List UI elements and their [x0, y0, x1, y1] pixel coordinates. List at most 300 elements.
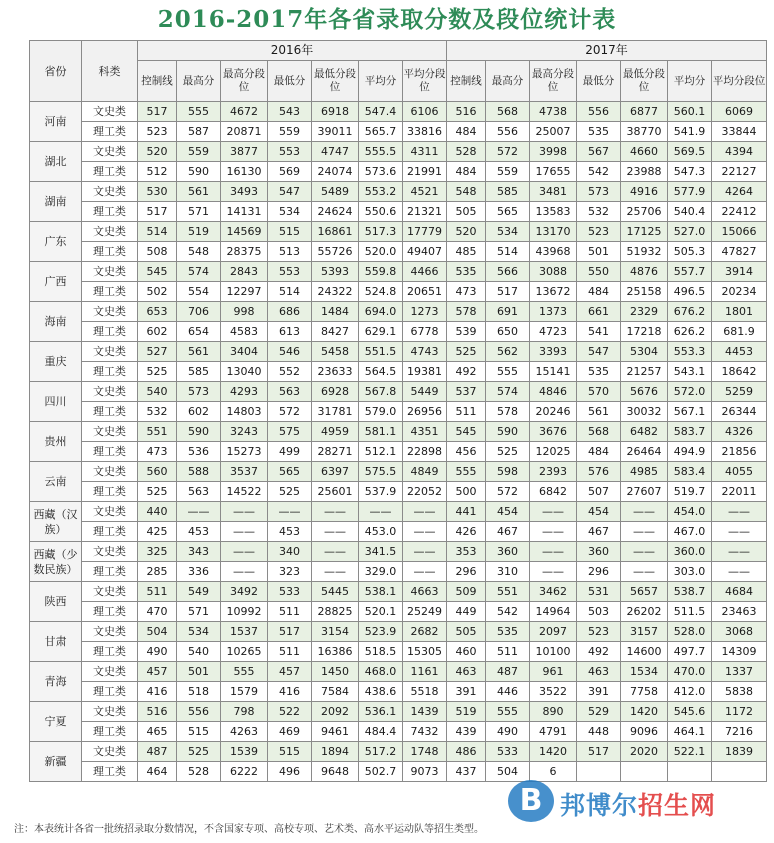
category-cell: 理工类	[82, 322, 138, 342]
table-cell: 555.5	[359, 142, 403, 162]
table-cell: 16386	[312, 642, 359, 662]
table-cell: 511	[268, 642, 312, 662]
table-row	[30, 242, 767, 262]
table-cell: 547	[577, 342, 621, 362]
table-cell	[668, 762, 712, 782]
table-cell: 27607	[621, 482, 668, 502]
table-cell: 654	[177, 322, 221, 342]
table-cell: 583.7	[668, 422, 712, 442]
table-cell: 47827	[712, 242, 767, 262]
table-cell: 517.2	[359, 742, 403, 762]
table-cell: 571	[177, 202, 221, 222]
table-cell: 17779	[403, 222, 447, 242]
table-cell: 5449	[403, 382, 447, 402]
table-cell: 1539	[221, 742, 268, 762]
table-cell: 454.0	[668, 502, 712, 522]
table-cell: 4394	[712, 142, 767, 162]
table-cell: 14803	[221, 402, 268, 422]
table-cell: 546	[268, 342, 312, 362]
table-cell: 25601	[312, 482, 359, 502]
table-cell: 602	[138, 322, 177, 342]
table-cell: 525	[138, 362, 177, 382]
table-cell: 22052	[403, 482, 447, 502]
table-cell: 467	[486, 522, 530, 542]
column-header: 最高分	[486, 61, 530, 102]
table-cell: 1337	[712, 662, 767, 682]
table-row	[30, 282, 767, 302]
column-header: 平均分	[359, 61, 403, 102]
table-cell: 588	[177, 462, 221, 482]
table-cell: 336	[177, 562, 221, 582]
table-cell: 6877	[621, 102, 668, 122]
table-cell: 3068	[712, 622, 767, 642]
table-cell: 517	[138, 102, 177, 122]
table-cell: 5259	[712, 382, 767, 402]
table-cell: 5304	[621, 342, 668, 362]
table-cell: 5518	[403, 682, 447, 702]
province-cell: 宁夏	[30, 702, 82, 742]
table-cell: 391	[447, 682, 486, 702]
table-cell: 590	[177, 422, 221, 442]
table-cell: 500	[447, 482, 486, 502]
table-cell: 561	[577, 402, 621, 422]
table-cell: 497.7	[668, 642, 712, 662]
table-cell: 490	[138, 642, 177, 662]
table-cell: 541.9	[668, 122, 712, 142]
table-cell: 16861	[312, 222, 359, 242]
table-row	[30, 702, 767, 722]
table-cell: 568	[486, 102, 530, 122]
table-cell: 5445	[312, 582, 359, 602]
province-cell: 西藏（少数民族）	[30, 542, 82, 582]
province-cell: 广西	[30, 262, 82, 302]
table-cell: 416	[268, 682, 312, 702]
table-cell: 555	[177, 102, 221, 122]
column-header: 控制线	[138, 61, 177, 102]
province-cell: 四川	[30, 382, 82, 422]
table-cell: 547.3	[668, 162, 712, 182]
table-cell: 416	[138, 682, 177, 702]
table-cell: 13170	[530, 222, 577, 242]
category-cell: 理工类	[82, 402, 138, 422]
table-cell: 13672	[530, 282, 577, 302]
category-cell: 理工类	[82, 202, 138, 222]
table-cell: 533	[268, 582, 312, 602]
province-cell: 河南	[30, 102, 82, 142]
table-cell: 449	[447, 602, 486, 622]
table-cell: 534	[177, 622, 221, 642]
table-cell: 1579	[221, 682, 268, 702]
table-cell: 4723	[530, 322, 577, 342]
table-cell: 553.3	[668, 342, 712, 362]
table-cell: 559	[268, 122, 312, 142]
table-cell: 28375	[221, 242, 268, 262]
table-cell: 438.6	[359, 682, 403, 702]
category-cell: 文史类	[82, 662, 138, 682]
table-cell: 51932	[621, 242, 668, 262]
table-cell: 25706	[621, 202, 668, 222]
table-cell: 3537	[221, 462, 268, 482]
table-cell: 565.7	[359, 122, 403, 142]
table-cell: 5458	[312, 342, 359, 362]
table-cell: 571	[177, 602, 221, 622]
table-cell: 49407	[403, 242, 447, 262]
table-cell: 3522	[530, 682, 577, 702]
table-cell: 3088	[530, 262, 577, 282]
table-cell: 5489	[312, 182, 359, 202]
table-row	[30, 482, 767, 502]
table-cell: 525	[268, 482, 312, 502]
table-cell: 590	[177, 162, 221, 182]
table-cell: 26464	[621, 442, 668, 462]
table-cell: ——	[312, 562, 359, 582]
table-cell: 4916	[621, 182, 668, 202]
table-cell: 519.7	[668, 482, 712, 502]
column-header: 最低分段位	[312, 61, 359, 102]
province-cell: 甘肃	[30, 622, 82, 662]
table-cell: 20651	[403, 282, 447, 302]
table-cell: 4293	[221, 382, 268, 402]
table-cell: 516	[138, 702, 177, 722]
table-cell: 1172	[712, 702, 767, 722]
table-cell: 454	[486, 502, 530, 522]
table-cell: 4985	[621, 462, 668, 482]
table-cell: 547	[268, 182, 312, 202]
table-cell: 14600	[621, 642, 668, 662]
footnote: 注：本表统计各省一批统招录取分数情况，不含国家专项、高校专项、艺术类、高水平运动队等招生类型。	[14, 824, 484, 835]
table-cell: 20871	[221, 122, 268, 142]
header-year-2017: 2017年	[447, 41, 767, 61]
table-cell: 537.9	[359, 482, 403, 502]
table-cell: 492	[447, 362, 486, 382]
table-cell: 1420	[621, 702, 668, 722]
table-cell: 10992	[221, 602, 268, 622]
table-cell	[621, 762, 668, 782]
table-cell: 502.7	[359, 762, 403, 782]
table-cell: 496	[268, 762, 312, 782]
table-cell: 587	[177, 122, 221, 142]
table-cell: 549	[177, 582, 221, 602]
table-cell: 412.0	[668, 682, 712, 702]
table-cell: 553	[268, 142, 312, 162]
watermark-text-a: 邦博尔	[560, 791, 639, 820]
table-cell: ——	[177, 502, 221, 522]
table-cell: 3493	[221, 182, 268, 202]
table-cell: ——	[712, 542, 767, 562]
category-cell: 理工类	[82, 682, 138, 702]
table-cell: 567.1	[668, 402, 712, 422]
table-cell	[712, 762, 767, 782]
table-cell: 536	[177, 442, 221, 462]
table-cell: 4876	[621, 262, 668, 282]
table-cell: ——	[359, 502, 403, 522]
table-cell: 1839	[712, 742, 767, 762]
table-cell: 473	[138, 442, 177, 462]
table-cell: 10265	[221, 642, 268, 662]
table-cell: 460	[447, 642, 486, 662]
table-cell: 33844	[712, 122, 767, 142]
table-cell: 6222	[221, 762, 268, 782]
table-cell: 529	[577, 702, 621, 722]
table-cell: 28271	[312, 442, 359, 462]
table-cell: 626.2	[668, 322, 712, 342]
table-cell: 568	[577, 422, 621, 442]
table-cell: ——	[268, 502, 312, 522]
table-cell: 1894	[312, 742, 359, 762]
category-cell: 文史类	[82, 222, 138, 242]
table-cell: 6106	[403, 102, 447, 122]
table-cell: 14964	[530, 602, 577, 622]
table-cell: 14309	[712, 642, 767, 662]
table-cell: 484	[577, 442, 621, 462]
table-cell: 9461	[312, 722, 359, 742]
category-cell: 理工类	[82, 642, 138, 662]
table-cell: 523	[577, 222, 621, 242]
table-row	[30, 342, 767, 362]
table-cell: 1748	[403, 742, 447, 762]
table-cell: 569.5	[668, 142, 712, 162]
table-row	[30, 182, 767, 202]
table-row	[30, 682, 767, 702]
category-cell: 文史类	[82, 702, 138, 722]
table-row	[30, 642, 767, 662]
watermark	[508, 780, 766, 822]
table-row	[30, 582, 767, 602]
table-cell: 534	[486, 222, 530, 242]
column-header: 最高分段位	[530, 61, 577, 102]
table-cell: 555	[486, 362, 530, 382]
category-cell: 理工类	[82, 522, 138, 542]
header-year-2016: 2016年	[138, 41, 447, 61]
table-cell: 998	[221, 302, 268, 322]
table-cell: 3998	[530, 142, 577, 162]
table-cell: 3676	[530, 422, 577, 442]
table-cell: 21856	[712, 442, 767, 462]
table-cell: 473	[447, 282, 486, 302]
table-cell: 519	[177, 222, 221, 242]
table-cell: 527.0	[668, 222, 712, 242]
table-cell: 19381	[403, 362, 447, 382]
category-cell: 文史类	[82, 102, 138, 122]
header-province: 省份	[30, 41, 82, 102]
table-cell: 528	[447, 142, 486, 162]
table-cell: ——	[403, 542, 447, 562]
table-cell: ——	[530, 522, 577, 542]
table-cell: 572.0	[668, 382, 712, 402]
table-row	[30, 122, 767, 142]
table-cell: 30032	[621, 402, 668, 422]
table-cell: 537	[447, 382, 486, 402]
table-cell: 487	[138, 742, 177, 762]
table-cell: 1439	[403, 702, 447, 722]
table-cell: 10100	[530, 642, 577, 662]
table-cell: 465	[138, 722, 177, 742]
table-cell: 503	[577, 602, 621, 622]
category-cell: 文史类	[82, 742, 138, 762]
table-cell: 565	[268, 462, 312, 482]
table-cell: 561	[177, 342, 221, 362]
table-cell: ——	[712, 522, 767, 542]
table-cell: 2393	[530, 462, 577, 482]
table-cell: 4660	[621, 142, 668, 162]
table-cell: 453.0	[359, 522, 403, 542]
table-cell: 572	[486, 482, 530, 502]
province-cell: 湖南	[30, 182, 82, 222]
category-cell: 文史类	[82, 462, 138, 482]
table-cell: 561	[177, 182, 221, 202]
category-cell: 文史类	[82, 422, 138, 442]
table-cell: 6069	[712, 102, 767, 122]
table-cell: 551	[486, 582, 530, 602]
table-cell: 570	[577, 382, 621, 402]
column-header: 控制线	[447, 61, 486, 102]
table-cell: 456	[447, 442, 486, 462]
table-cell: 1537	[221, 622, 268, 642]
table-cell: 573.6	[359, 162, 403, 182]
table-cell: 485	[447, 242, 486, 262]
table-row	[30, 162, 767, 182]
table-cell: 525	[486, 442, 530, 462]
table-cell: 514	[486, 242, 530, 262]
table-cell: 559.8	[359, 262, 403, 282]
table-row	[30, 202, 767, 222]
category-cell: 理工类	[82, 442, 138, 462]
table-cell: ——	[221, 522, 268, 542]
table-row	[30, 622, 767, 642]
table-cell: 310	[486, 562, 530, 582]
table-cell: 523	[138, 122, 177, 142]
table-cell: ——	[221, 542, 268, 562]
table-cell: 585	[177, 362, 221, 382]
table-cell: 4264	[712, 182, 767, 202]
table-cell: 565	[486, 202, 530, 222]
table-cell: 522	[268, 702, 312, 722]
table-cell: 24624	[312, 202, 359, 222]
table-cell: 9096	[621, 722, 668, 742]
table-cell: 575.5	[359, 462, 403, 482]
table-cell: 5676	[621, 382, 668, 402]
table-cell: 6928	[312, 382, 359, 402]
table-cell: 613	[268, 322, 312, 342]
table-cell: 24322	[312, 282, 359, 302]
province-cell: 贵州	[30, 422, 82, 462]
category-cell: 理工类	[82, 482, 138, 502]
table-cell: 535	[486, 622, 530, 642]
table-cell: 23633	[312, 362, 359, 382]
table-cell: 555	[447, 462, 486, 482]
table-cell: 3877	[221, 142, 268, 162]
table-cell: 446	[486, 682, 530, 702]
table-cell: 6842	[530, 482, 577, 502]
table-cell: 513	[268, 242, 312, 262]
table-cell: 2682	[403, 622, 447, 642]
table-row	[30, 302, 767, 322]
column-header: 最高分	[177, 61, 221, 102]
score-table	[29, 40, 767, 782]
table-cell: 650	[486, 322, 530, 342]
table-cell: 439	[447, 722, 486, 742]
watermark-text	[560, 786, 716, 822]
table-cell: ——	[530, 502, 577, 522]
table-cell: ——	[221, 502, 268, 522]
table-cell: 4351	[403, 422, 447, 442]
table-cell: 4521	[403, 182, 447, 202]
table-cell: 15273	[221, 442, 268, 462]
table-cell: 543	[268, 102, 312, 122]
table-cell: 353	[447, 542, 486, 562]
table-row	[30, 502, 767, 522]
table-cell: 557.7	[668, 262, 712, 282]
table-cell: 890	[530, 702, 577, 722]
table-cell: 3157	[621, 622, 668, 642]
column-header: 平均分	[668, 61, 712, 102]
table-cell: 4453	[712, 342, 767, 362]
table-cell: 572	[486, 142, 530, 162]
table-cell: 507	[577, 482, 621, 502]
table-cell: 325	[138, 542, 177, 562]
table-row	[30, 102, 767, 122]
table-cell: 543.1	[668, 362, 712, 382]
category-cell: 文史类	[82, 262, 138, 282]
table-cell: 464.1	[668, 722, 712, 742]
column-header: 平均分段位	[712, 61, 767, 102]
table-cell: 545.6	[668, 702, 712, 722]
table-cell: 553.2	[359, 182, 403, 202]
table-cell: 525	[447, 342, 486, 362]
table-cell: 560	[138, 462, 177, 482]
table-cell: 505	[447, 202, 486, 222]
table-cell: 504	[138, 622, 177, 642]
table-cell: 360	[577, 542, 621, 562]
table-cell: 694.0	[359, 302, 403, 322]
table-cell: 463	[447, 662, 486, 682]
table-cell: 25249	[403, 602, 447, 622]
table-cell: 463	[577, 662, 621, 682]
table-cell: 562	[486, 342, 530, 362]
table-cell: 1420	[530, 742, 577, 762]
column-header: 最低分	[577, 61, 621, 102]
table-cell: ——	[312, 522, 359, 542]
table-cell: 520.1	[359, 602, 403, 622]
table-cell: 496.5	[668, 282, 712, 302]
table-cell: 25007	[530, 122, 577, 142]
table-cell: 536.1	[359, 702, 403, 722]
table-cell: 360.0	[668, 542, 712, 562]
sub-header-row	[30, 61, 767, 102]
table-cell: 572	[268, 402, 312, 422]
category-cell: 理工类	[82, 722, 138, 742]
table-cell: 556	[577, 102, 621, 122]
table-cell: 448	[577, 722, 621, 742]
province-cell: 湖北	[30, 142, 82, 182]
table-cell: 545	[447, 422, 486, 442]
table-cell: 4466	[403, 262, 447, 282]
table-cell: 517	[138, 202, 177, 222]
category-cell: 文史类	[82, 382, 138, 402]
table-cell: 25158	[621, 282, 668, 302]
table-cell: 524.8	[359, 282, 403, 302]
table-cell: 360	[486, 542, 530, 562]
table-cell: 3481	[530, 182, 577, 202]
table-cell: 7584	[312, 682, 359, 702]
table-body	[30, 102, 767, 782]
table-cell: 573	[577, 182, 621, 202]
table-cell: 555	[221, 662, 268, 682]
category-cell: 文史类	[82, 182, 138, 202]
category-cell: 理工类	[82, 762, 138, 782]
table-cell: 574	[177, 262, 221, 282]
province-cell: 陕西	[30, 582, 82, 622]
